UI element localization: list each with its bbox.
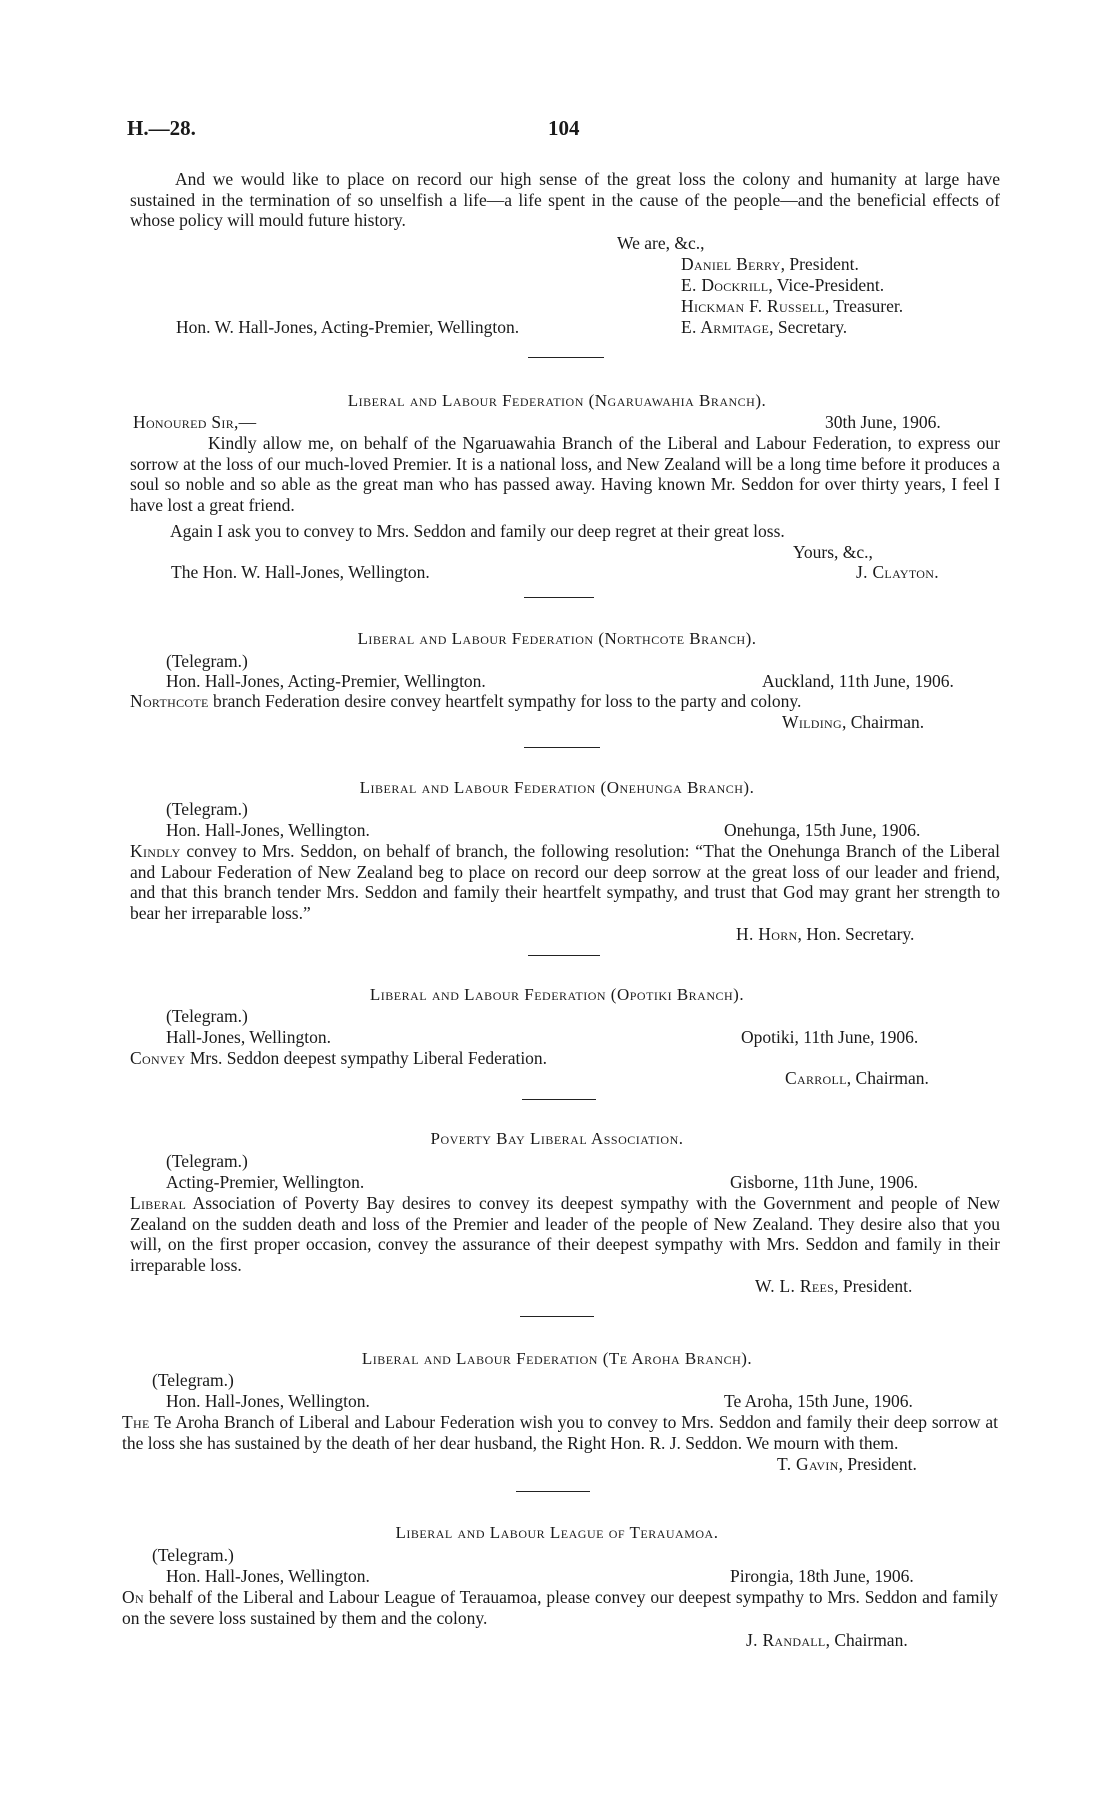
signatory-role: , Treasurer. [824, 296, 904, 316]
signatory-role: , President. [834, 1276, 913, 1296]
section-divider [520, 1316, 594, 1317]
signatory-name: Hickman F. Russell [681, 296, 825, 316]
telegram-body [130, 691, 1000, 712]
section-heading: Liberal and Labour Federation (Opotiki Branch). [369, 985, 745, 1004]
addressee: Hon. Hall-Jones, Wellington. [166, 1391, 370, 1411]
telegram-body [130, 841, 1000, 924]
telegram-label: (Telegram.) [152, 1545, 234, 1565]
section-divider [528, 357, 604, 358]
signatory-role: , Hon. Secretary. [797, 924, 915, 944]
telegram-label: (Telegram.) [166, 799, 248, 819]
section-heading: Poverty Bay Liberal Association. [430, 1129, 684, 1148]
signatory-name: E. Armitage [681, 317, 770, 337]
section-heading: Liberal and Labour Federation (Ngaruawahia Branch). [347, 391, 767, 410]
signatory-name: Carroll [785, 1068, 847, 1088]
signatory-role: , Chairman. [825, 1630, 908, 1650]
section-divider [528, 955, 600, 956]
signatory-role: , Vice-President. [768, 275, 885, 295]
lead-word: Convey [130, 1048, 186, 1068]
telegram-date: Te Aroha, 15th June, 1906. [724, 1391, 913, 1411]
signature: J. Clayton. [856, 562, 939, 582]
letter-date: 30th June, 1906. [825, 412, 941, 432]
body-text: Te Aroha Branch of Liberal and Labour Federation wish you to convey to Mrs. Seddon and family their deep sorrow at the loss she has sustained by the death of her dear husband, the Right Hon. R. J. Seddon. We mourn with them. [122, 1412, 998, 1453]
telegram-date: Onehunga, 15th June, 1906. [724, 820, 921, 840]
document-reference: H.—28. [127, 116, 196, 140]
body-text: behalf of the Liberal and Labour League of Terauamoa, please convey our deepest sympathy to Mrs. Seddon and family on the severe loss sustained by them and the colony. [122, 1587, 998, 1628]
signatory-name: J. Randall [746, 1630, 826, 1650]
signatory-role: , Secretary. [769, 317, 848, 337]
signatory-name: H. Horn [736, 924, 798, 944]
section-divider [522, 1099, 596, 1100]
section-divider [524, 597, 594, 598]
section-heading: Liberal and Labour League of Terauamoa. [395, 1523, 719, 1542]
signatory-name: W. L. Rees [755, 1276, 835, 1296]
signature [782, 712, 924, 733]
body-text: Association of Poverty Bay desires to convey its deepest sympathy with the Government and people of New Zealand on the sudden death and loss of the Premier and leader of the people of New Zealand. They desire also that you will, on the first proper occasion, convey the assurance of their deepest sympathy with Mrs. Seddon and family in their irreparable loss. [130, 1193, 1000, 1275]
telegram-date: Gisborne, 11th June, 1906. [730, 1172, 918, 1192]
page-number: 104 [548, 116, 580, 140]
telegram-date: Auckland, 11th June, 1906. [762, 671, 954, 691]
letter-paragraph [130, 433, 1000, 516]
signatory-treasurer [681, 296, 903, 317]
signature [746, 1630, 908, 1651]
telegram-label: (Telegram.) [166, 1006, 248, 1026]
telegram-body [122, 1412, 998, 1453]
addressee: Hon. Hall-Jones, Wellington. [166, 820, 370, 840]
telegram-label: (Telegram.) [152, 1370, 234, 1390]
body-text: branch Federation desire convey heartfelt sympathy for loss to the party and colony. [208, 691, 802, 711]
addressee: The Hon. W. Hall-Jones, Wellington. [171, 562, 430, 582]
signatory-role: , Chairman. [841, 712, 925, 732]
letter-closing: Yours, &c., [793, 542, 873, 562]
paragraph-text: And we would like to place on record our high sense of the great loss the colony and humanity at large have sustained in the termination of so unselfish a life—a life spent in the cause of the people—and the beneficial effects of whose policy will mould future history. [130, 169, 1000, 231]
body-text: convey to Mrs. Seddon, on behalf of branch, the following resolution: “That the Onehunga Branch of the Liberal and Labour Federation of New Zealand beg to place on record our deep sorrow at the great loss of our leader and friend, and that this branch tender Mrs. Seddon and family their heartfelt sympathy, and trust that God may grant her strength to bear her irreparable loss.” [130, 841, 1000, 923]
signatory-role: , Chairman. [846, 1068, 929, 1088]
signature [777, 1454, 917, 1475]
section-divider [516, 1491, 590, 1492]
signature [736, 924, 914, 945]
signatory-secretary [681, 317, 847, 338]
paragraph-text: Kindly allow me, on behalf of the Ngaruawahia Branch of the Liberal and Labour Federation, to express our sorrow at the loss of our much-loved Premier. It is a national loss, and New Zealand will be a long time before it produces a soul so noble and so able as the great man who has passed away. Having known Mr. Seddon for over thirty years, I feel I have lost a great friend. [130, 433, 1000, 515]
lead-word: Northcote [130, 691, 209, 711]
telegram-date: Pirongia, 18th June, 1906. [730, 1566, 914, 1586]
section-heading: Liberal and Labour Federation (Te Aroha Branch). [361, 1349, 753, 1368]
section-heading: Liberal and Labour Federation (Northcote Branch). [357, 629, 757, 648]
telegram-body [130, 1048, 1000, 1069]
lead-word: The [122, 1412, 150, 1432]
lead-word: On [122, 1587, 144, 1607]
signatory-vice-president [681, 275, 884, 296]
addressee: Hon. Hall-Jones, Acting-Premier, Wellington. [166, 671, 486, 691]
section-divider [524, 747, 600, 748]
signatory-name: Wilding [782, 712, 842, 732]
addressee: Hon. W. Hall-Jones, Acting-Premier, Wellington. [176, 317, 520, 337]
signatory-name: T. Gavin [777, 1454, 839, 1474]
signatory-president [681, 254, 859, 275]
lead-word: Kindly [130, 841, 181, 861]
telegram-label: (Telegram.) [166, 1151, 248, 1171]
telegram-body [130, 1193, 1000, 1276]
telegram-label: (Telegram.) [166, 651, 248, 671]
signatory-name: Daniel Berry [681, 254, 781, 274]
signatory-name: E. Dockrill [681, 275, 769, 295]
lead-word: Liberal [130, 1193, 187, 1213]
addressee: Hon. Hall-Jones, Wellington. [166, 1566, 370, 1586]
telegram-date: Opotiki, 11th June, 1906. [741, 1027, 919, 1047]
letter-paragraph [130, 169, 1000, 231]
signatory-role: , President. [780, 254, 859, 274]
paragraph-text: Again I ask you to convey to Mrs. Seddon and family our deep regret at their great loss. [170, 521, 785, 541]
addressee: Acting-Premier, Wellington. [166, 1172, 365, 1192]
body-text: Mrs. Seddon deepest sympathy Liberal Federation. [185, 1048, 548, 1068]
signature [785, 1068, 929, 1089]
telegram-body [122, 1587, 998, 1628]
letter-paragraph [130, 521, 1000, 542]
salutation: Honoured Sir,— [133, 412, 257, 432]
section-heading: Liberal and Labour Federation (Onehunga Branch). [359, 778, 755, 797]
signature [755, 1276, 912, 1297]
letter-closing: We are, &c., [617, 233, 705, 253]
addressee: Hall-Jones, Wellington. [166, 1027, 331, 1047]
signatory-role: , President. [838, 1454, 917, 1474]
